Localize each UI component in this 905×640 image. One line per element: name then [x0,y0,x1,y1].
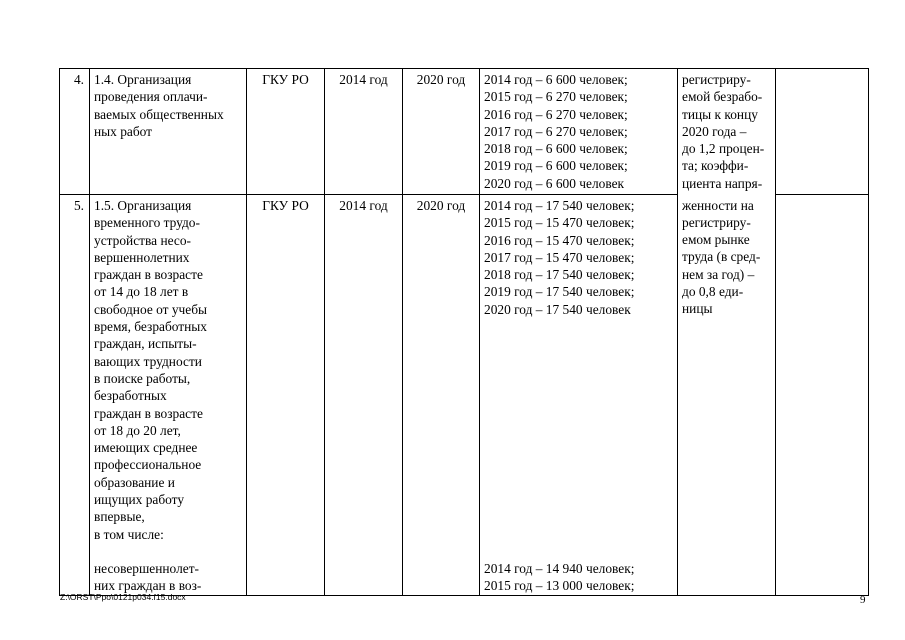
page-number: 9 [860,594,866,606]
spacer [94,543,243,560]
value-line: 2014 год – 17 540 человек; [484,198,635,213]
table-row [60,69,869,195]
value-line: 2015 год – 6 270 человек; [484,89,628,105]
measure-name-cell [90,195,247,596]
start-year: 2014 год [325,69,403,195]
expected-result: регистриру- емой безрабо- тицы к концу 2020 года – до 1,2 процен- та; коэффи- циента напря- [678,69,776,195]
measure-name: 1.5. Организация временного трудо- устройства несо- вершеннолетних граждан в возрасте от 14 до 18 лет в свободное от учебы время, безработных граждан, испыты- вающих трудности в поиске работы, безработных граждан в возрасте от 18 до 20 лет, имеющих среднее профессиональное образование и ищущих работу впервые, в том числе: [94,198,208,542]
value-line: 2016 год – 6 270 человек; [484,106,628,122]
program-table [59,68,869,596]
value-line: 2016 год – 15 470 человек; [484,232,635,248]
value-line: 2014 год – 6 600 человек; [484,72,628,87]
value-line: 2020 год – 17 540 человек [484,301,631,317]
value-line: 2020 год – 6 600 человек [484,175,625,191]
value-line: 2019 год – 17 540 человек; [484,284,635,300]
value-line: 2014 год – 14 940 человек; [484,561,635,577]
measure-subname: несовершеннолет- них граждан в воз- [94,560,202,594]
executor: ГКУ РО [247,195,325,596]
value-line: 2019 год – 6 600 человек; [484,158,628,174]
executor: ГКУ РО [247,69,325,195]
end-year: 2020 год [403,69,480,195]
spacer [484,318,674,560]
yearly-values [480,69,678,195]
value-line: 2018 год – 17 540 человек; [484,267,635,283]
measure-name: 1.4. Организация проведения оплачи- ваемых общественных ных работ [90,69,247,195]
value-line: 2015 год – 13 000 человек; [484,578,635,594]
file-path-footer: Z:\ORST\Ppo\0121p034.f15.docx [60,592,186,602]
empty-cell [776,195,869,596]
value-line: 2015 год – 15 470 человек; [484,215,635,231]
value-line: 2018 год – 6 600 человек; [484,141,628,157]
start-year: 2014 год [325,195,403,596]
yearly-values [480,195,678,596]
empty-cell [776,69,869,195]
value-line: 2017 год – 15 470 человек; [484,249,635,265]
row-number: 4. [60,69,90,195]
table-row [60,195,869,596]
value-line: 2017 год – 6 270 человек; [484,123,628,139]
row-number: 5. [60,195,90,596]
expected-result: женности на регистриру- емом рынке труда (в сред- нем за год) – до 0,8 еди- ницы [678,195,776,596]
end-year: 2020 год [403,195,480,596]
